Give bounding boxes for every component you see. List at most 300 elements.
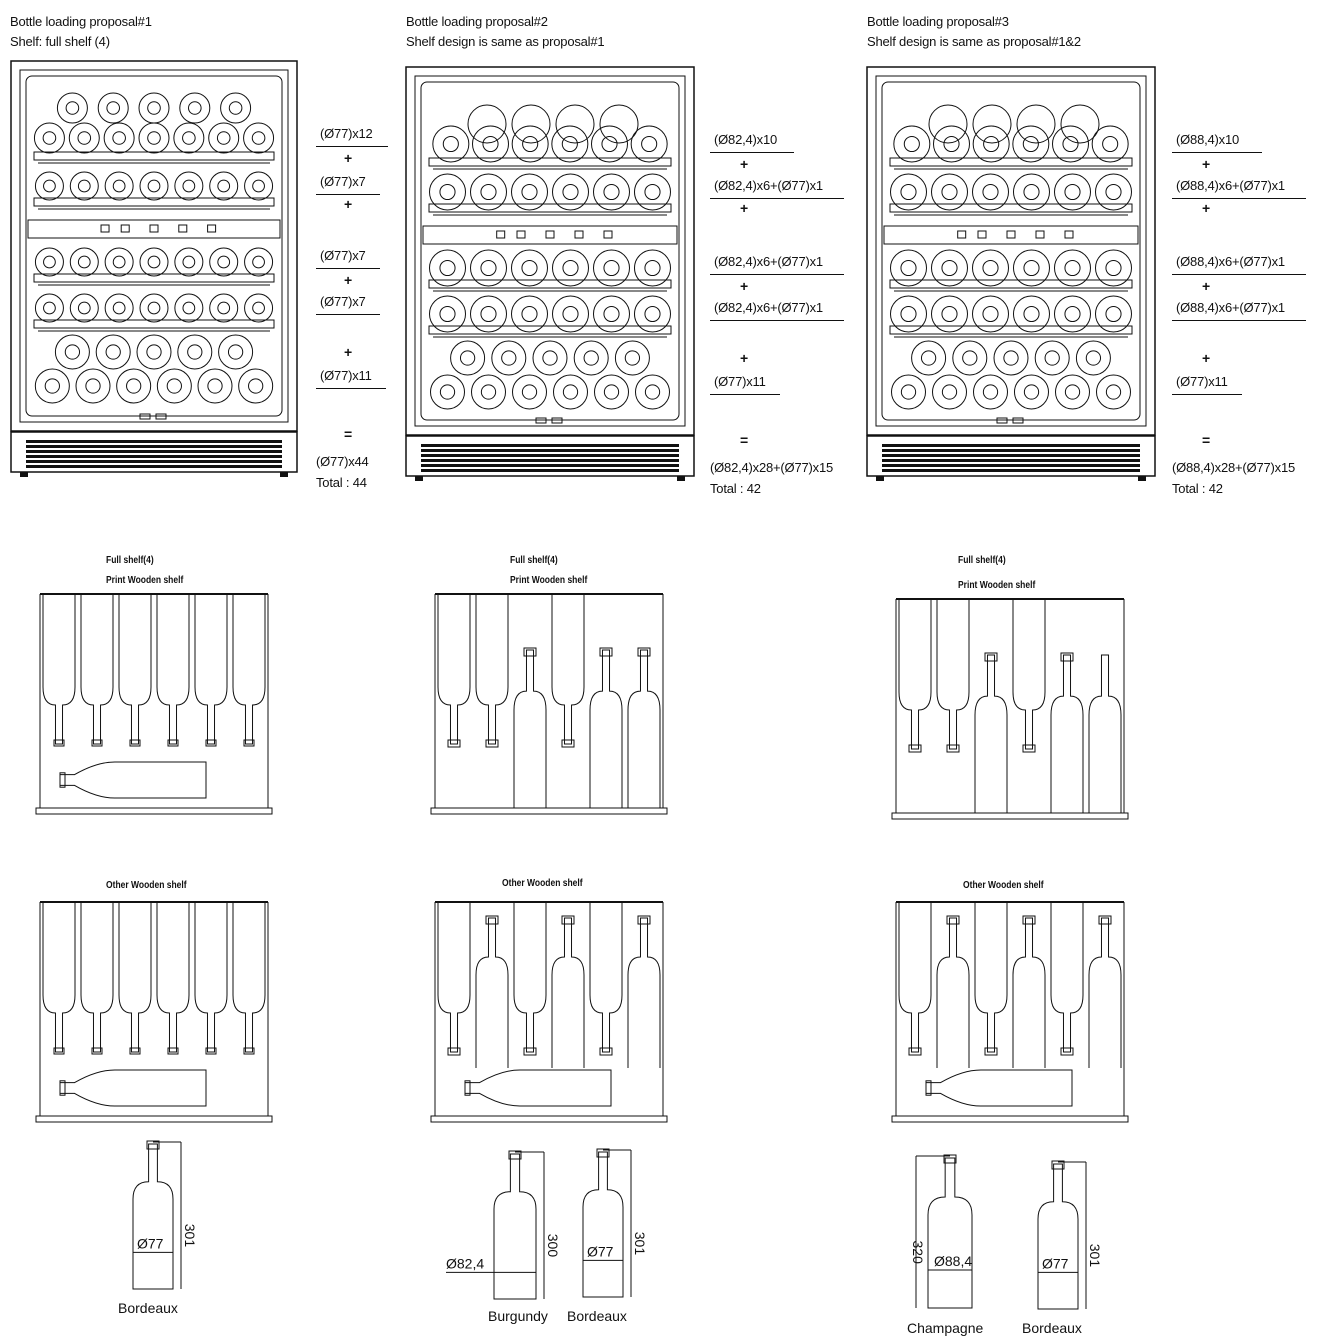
- bottle-neck-circle: [963, 351, 977, 365]
- bottle-end-circle: [210, 248, 238, 276]
- bottle-end-circle: [70, 248, 98, 276]
- bottle-neck-down: [476, 594, 508, 744]
- proposal-2-title: Bottle loading proposal#2: [406, 14, 548, 29]
- bottle-neck-circle: [562, 136, 577, 151]
- bottle-neck-circle: [45, 379, 59, 393]
- bottle-neck-circle: [44, 180, 56, 192]
- plus-sign: +: [344, 344, 353, 360]
- equals-sign: =: [740, 432, 749, 448]
- eq-1-total: Total : 44: [316, 475, 367, 490]
- bottle-neck-circle: [147, 345, 161, 359]
- bottle-neck-circle: [584, 351, 598, 365]
- bottle-end-circle: [430, 250, 466, 286]
- vent-slot: [26, 450, 282, 453]
- bottle-cap: [638, 648, 650, 656]
- bottle-neck-circle: [78, 132, 91, 145]
- bottle-end-circle: [244, 123, 274, 153]
- bottle-neck-circle: [481, 184, 496, 199]
- eq-1-row-2: (Ø77)x7: [320, 174, 366, 189]
- height-dim-label: 301: [632, 1231, 648, 1256]
- vent-slot: [26, 440, 282, 443]
- bottle-neck-down: [81, 594, 113, 744]
- bottle-neck-circle: [440, 385, 454, 399]
- bottle-end-circle: [473, 126, 509, 162]
- bottle-end-circle: [1015, 375, 1049, 409]
- bottle-neck-up: [514, 650, 546, 808]
- bottle-neck-down: [43, 902, 75, 1052]
- foot: [20, 472, 28, 477]
- bottle-end-circle: [175, 172, 203, 200]
- bottle-end-circle: [1096, 296, 1132, 332]
- bottle-neck-down: [195, 594, 227, 744]
- eq-1-row-4: (Ø77)x7: [320, 294, 366, 309]
- bottle-end-circle: [35, 369, 69, 403]
- bottle-outline: [133, 1144, 173, 1289]
- shelf-3-title-b: Print Wooden shelf: [958, 580, 1036, 591]
- bottle-end-circle: [894, 126, 930, 162]
- bottle-end-circle: [140, 248, 168, 276]
- bottle-neck-up: [1089, 918, 1121, 1068]
- bottle-neck-circle: [249, 379, 263, 393]
- bottle-neck-circle: [563, 184, 578, 199]
- bottle-cap: [1061, 653, 1073, 661]
- eq-2-row-5: (Ø77)x11: [714, 374, 766, 389]
- underline: [710, 320, 844, 321]
- shelf-1-other-title: Other Wooden shelf: [106, 880, 187, 891]
- bottle-end-circle: [35, 172, 63, 200]
- proposal-1-title: Bottle loading proposal#1: [10, 14, 152, 29]
- bottle-end-circle: [512, 126, 548, 162]
- proposal-2-header: [406, 12, 604, 52]
- bottle-neck-down: [590, 902, 622, 1052]
- plus-sign: +: [740, 278, 749, 294]
- bottle-neck-circle: [1024, 184, 1039, 199]
- bottle-neck-down: [438, 594, 470, 744]
- proposal-1-header: [10, 12, 152, 52]
- bottle-neck-circle: [189, 102, 202, 115]
- bottle-end-circle: [105, 172, 133, 200]
- bottle-end-circle: [451, 341, 485, 375]
- bottle-neck-circle: [183, 180, 195, 192]
- bottle-neck-circle: [107, 102, 120, 115]
- bottle-neck-circle: [984, 136, 999, 151]
- bottle-end-circle: [512, 105, 550, 143]
- bottle-neck-circle: [944, 136, 959, 151]
- shelf-rail: [890, 158, 1132, 166]
- vent-slot: [421, 469, 679, 472]
- eq-3-row-5: (Ø77)x11: [1176, 374, 1228, 389]
- bottle-neck-circle: [645, 184, 660, 199]
- eq-2-row-1: (Ø82,4)x10: [714, 132, 778, 147]
- foot: [876, 476, 884, 481]
- bottle-neck-up: [476, 918, 508, 1068]
- proposal-3-subtitle: Shelf design is same as proposal#1&2: [867, 34, 1081, 49]
- bottle-neck-circle: [645, 385, 659, 399]
- shelf-base: [36, 808, 272, 814]
- vent-slot: [421, 464, 679, 467]
- bottle-end-circle: [140, 172, 168, 200]
- bottle-neck-circle: [642, 136, 657, 151]
- bottle-name-bordeaux-3: Bordeaux: [1022, 1320, 1082, 1336]
- bottle-end-circle: [219, 335, 253, 369]
- bottle-neck-circle: [148, 132, 161, 145]
- wine-fridge-proposal-1: [10, 60, 298, 480]
- bottle-neck-down: [1013, 599, 1045, 749]
- vent-slot: [882, 459, 1140, 462]
- shelf-rail: [34, 320, 274, 328]
- other-wooden-shelf-2: [431, 898, 667, 1128]
- bottle-neck-up: [590, 650, 622, 808]
- bottle-neck-circle: [78, 180, 90, 192]
- bottle-end-circle: [157, 369, 191, 403]
- underline: [316, 314, 380, 315]
- bottle-neck-up: [628, 650, 660, 808]
- shelf-3-title-a: Full shelf(4): [958, 555, 1006, 566]
- bottle-end-circle: [512, 250, 548, 286]
- bottle-end-circle: [594, 174, 630, 210]
- bottle-end-circle: [1076, 341, 1110, 375]
- print-wooden-shelf-3: [892, 595, 1128, 825]
- height-dim-label: 320: [910, 1240, 926, 1264]
- bottle-end-circle: [35, 248, 63, 276]
- foot: [1138, 476, 1146, 481]
- bottle-neck-circle: [44, 256, 56, 268]
- bottle-neck-down: [899, 599, 931, 749]
- bottle-neck-circle: [183, 302, 195, 314]
- bottle-end-circle: [76, 369, 110, 403]
- diameter-dim-label: Ø77: [137, 1235, 164, 1252]
- other-wooden-shelf-1: [36, 898, 272, 1128]
- bottle-end-circle: [117, 369, 151, 403]
- underline: [1172, 394, 1242, 395]
- control-button-icon: [604, 231, 612, 238]
- bottle-neck-circle: [127, 379, 141, 393]
- bottle-neck-circle: [78, 256, 90, 268]
- bottle-end-circle: [178, 335, 212, 369]
- bottle-end-circle: [98, 93, 128, 123]
- bottle-neck-down: [438, 902, 470, 1052]
- underline: [316, 194, 380, 195]
- shelf-1-title-a: Full shelf(4): [106, 555, 154, 566]
- height-dim-label: 301: [182, 1223, 198, 1248]
- eq-3-row-1: (Ø88,4)x10: [1176, 132, 1240, 147]
- glass-panel: [421, 82, 679, 420]
- underline: [710, 394, 780, 395]
- bottle-end-circle: [594, 250, 630, 286]
- bottle-neck-circle: [218, 302, 230, 314]
- bottle-neck-circle: [563, 306, 578, 321]
- shelf-2-title-a: Full shelf(4): [510, 555, 558, 566]
- bottle-neck-down: [81, 902, 113, 1052]
- bottle-neck-circle: [604, 260, 619, 275]
- bottle-end-circle: [139, 93, 169, 123]
- bottle-end-circle: [891, 296, 927, 332]
- eq-3-sum: (Ø88,4)x28+(Ø77)x15: [1172, 460, 1296, 475]
- shelf-rail: [429, 204, 671, 212]
- bottle-name-bordeaux-2: Bordeaux: [567, 1308, 627, 1324]
- bottle-outline: [494, 1154, 536, 1299]
- shelf-rail: [890, 326, 1132, 334]
- bottle-outline: [928, 1158, 972, 1308]
- bottle-neck-circle: [625, 351, 639, 365]
- glass-panel: [882, 82, 1140, 420]
- bottle-end-circle: [933, 375, 967, 409]
- eq-3-row-4: (Ø88,4)x6+(Ø77)x1: [1176, 300, 1285, 315]
- shelf-base: [431, 1116, 667, 1122]
- shelf-2-title-b: Print Wooden shelf: [510, 575, 588, 586]
- bottle-end-circle: [180, 93, 210, 123]
- control-button-icon: [1065, 231, 1073, 238]
- bottle-cap: [638, 916, 650, 924]
- bottle-neck-circle: [113, 256, 125, 268]
- bottle-end-circle: [635, 250, 671, 286]
- bottle-end-circle: [912, 341, 946, 375]
- bottle-neck-circle: [253, 180, 265, 192]
- shelf-base: [892, 813, 1128, 819]
- bottle-neck-down: [514, 902, 546, 1052]
- proposal-3-title: Bottle loading proposal#3: [867, 14, 1009, 29]
- bottle-neck-circle: [1065, 306, 1080, 321]
- bottle-end-circle: [245, 172, 273, 200]
- vent-slot: [421, 449, 679, 452]
- diameter-dim-label: Ø77: [587, 1243, 614, 1260]
- bottle-end-circle: [239, 369, 273, 403]
- bottle-neck-circle: [604, 306, 619, 321]
- bottle-neck-circle: [523, 136, 538, 151]
- bottle-end-circle: [430, 174, 466, 210]
- vent-slot: [421, 444, 679, 447]
- bottle-end-circle: [175, 294, 203, 322]
- bottle-end-circle: [1035, 341, 1069, 375]
- bottle-end-circle: [1014, 174, 1050, 210]
- underline: [710, 198, 844, 199]
- bottle-neck-circle: [65, 345, 79, 359]
- bottle-neck-circle: [78, 302, 90, 314]
- bottle-end-circle: [512, 296, 548, 332]
- control-panel: [423, 226, 677, 244]
- eq-3-total: Total : 42: [1172, 481, 1223, 496]
- bottle-neck-circle: [252, 132, 265, 145]
- bottle-end-circle: [932, 174, 968, 210]
- bottle-end-circle: [635, 296, 671, 332]
- shelf-base: [36, 1116, 272, 1122]
- control-panel: [28, 220, 280, 238]
- bottle-neck-circle: [563, 385, 577, 399]
- bottle-neck-circle: [901, 306, 916, 321]
- control-button-icon: [497, 231, 505, 238]
- bottle-neck-circle: [1086, 351, 1100, 365]
- bottle-neck-circle: [66, 102, 79, 115]
- bottle-neck-circle: [208, 379, 222, 393]
- bottle-end-circle: [96, 335, 130, 369]
- bottle-end-circle: [34, 123, 64, 153]
- bottle-neck-circle: [522, 385, 536, 399]
- bottle-neck-up: [552, 918, 584, 1068]
- bottle-cap: [486, 916, 498, 924]
- control-button-icon: [101, 225, 109, 232]
- bottle-end-circle: [595, 375, 629, 409]
- bottle-neck-circle: [942, 184, 957, 199]
- bottle-neck-circle: [1023, 136, 1038, 151]
- bottle-neck-circle: [148, 180, 160, 192]
- bottle-neck-circle: [43, 132, 56, 145]
- bottle-cap: [562, 916, 574, 924]
- bottle-end-circle: [140, 294, 168, 322]
- bottle-neck-circle: [148, 102, 161, 115]
- equals-sign: =: [344, 426, 353, 442]
- bottle-neck-up: [975, 655, 1007, 813]
- bottle-end-circle: [891, 250, 927, 286]
- bottle-end-circle: [973, 174, 1009, 210]
- bottle-neck-circle: [563, 260, 578, 275]
- bottle-neck-up: [1013, 918, 1045, 1068]
- bottle-end-circle: [513, 375, 547, 409]
- bottle-neck-circle: [901, 385, 915, 399]
- bottle-drawing-burgundy: [436, 1148, 566, 1308]
- eq-2-total: Total : 42: [710, 481, 761, 496]
- bottle-neck-circle: [543, 351, 557, 365]
- bottle-cap: [947, 916, 959, 924]
- bottle-neck-down: [195, 902, 227, 1052]
- control-button-icon: [575, 231, 583, 238]
- control-button-icon: [179, 225, 187, 232]
- bottle-neck-circle: [983, 260, 998, 275]
- bottle-end-circle: [553, 250, 589, 286]
- vent-slot: [421, 459, 679, 462]
- bottle-end-circle: [636, 375, 670, 409]
- other-wooden-shelf-3: [892, 898, 1128, 1128]
- eq-3-row-2: (Ø88,4)x6+(Ø77)x1: [1176, 178, 1285, 193]
- bottle-end-circle: [574, 341, 608, 375]
- bottle-end-circle: [174, 123, 204, 153]
- bottle-end-circle: [472, 375, 506, 409]
- bottle-end-circle: [471, 174, 507, 210]
- bottle-end-circle: [934, 126, 970, 162]
- plus-sign: +: [1202, 156, 1211, 172]
- bottle-neck-circle: [604, 385, 618, 399]
- bottle-neck-circle: [253, 256, 265, 268]
- bottle-neck-circle: [183, 132, 196, 145]
- bottle-end-circle: [471, 250, 507, 286]
- bottle-neck-circle: [1063, 136, 1078, 151]
- bottle-neck-circle: [645, 306, 660, 321]
- bottle-neck-up: [1089, 655, 1121, 813]
- bottle-end-circle: [1061, 105, 1099, 143]
- bottle-end-circle: [932, 296, 968, 332]
- bottle-neck-down: [1051, 902, 1083, 1052]
- bottle-neck-circle: [901, 260, 916, 275]
- vent-slot: [882, 454, 1140, 457]
- bottle-end-circle: [533, 341, 567, 375]
- bottle-neck-circle: [440, 306, 455, 321]
- bottle-neck-circle: [106, 345, 120, 359]
- bottle-end-circle: [892, 375, 926, 409]
- foot: [415, 476, 423, 481]
- bottle-end-circle: [554, 375, 588, 409]
- vent-slot: [26, 460, 282, 463]
- bottle-neck-circle: [522, 260, 537, 275]
- bottle-cap: [1099, 916, 1111, 924]
- bottle-end-circle: [973, 126, 1009, 162]
- height-dim-label: 300: [545, 1233, 561, 1258]
- bottle-end-circle: [430, 296, 466, 332]
- vent-slot: [421, 454, 679, 457]
- bottle-neck-down: [975, 902, 1007, 1052]
- bottle-end-circle: [932, 250, 968, 286]
- proposal-1-subtitle: Shelf: full shelf (4): [10, 34, 110, 49]
- bottle-end-circle: [245, 248, 273, 276]
- bottle-neck-circle: [1065, 184, 1080, 199]
- bottle-neck-up: [1051, 655, 1083, 813]
- bottle-neck-circle: [1065, 260, 1080, 275]
- bottle-end-circle: [70, 172, 98, 200]
- bottle-neck-circle: [645, 260, 660, 275]
- bottle-neck-circle: [443, 136, 458, 151]
- eq-2-row-2: (Ø82,4)x6+(Ø77)x1: [714, 178, 823, 193]
- bottle-neck-circle: [218, 180, 230, 192]
- lying-bottle: [465, 1070, 611, 1106]
- bottle-neck-down: [119, 902, 151, 1052]
- bottle-name-burgundy: Burgundy: [488, 1308, 548, 1324]
- bottle-neck-up: [937, 918, 969, 1068]
- vent-slot: [882, 444, 1140, 447]
- bottle-end-circle: [175, 248, 203, 276]
- print-wooden-shelf-2: [431, 590, 667, 820]
- bottle-end-circle: [1096, 174, 1132, 210]
- bottle-cap: [1023, 916, 1035, 924]
- equals-sign: =: [1202, 432, 1211, 448]
- bottle-neck-circle: [942, 260, 957, 275]
- bottle-end-circle: [891, 174, 927, 210]
- cabinet-frame: [11, 61, 297, 431]
- eq-1-row-5: (Ø77)x11: [320, 368, 372, 383]
- door-frame: [415, 76, 685, 426]
- bottle-neck-down: [233, 594, 265, 744]
- foot: [677, 476, 685, 481]
- vent-slot: [882, 469, 1140, 472]
- bottle-neck-circle: [253, 302, 265, 314]
- underline: [710, 152, 794, 153]
- shelf-1-title-b: Print Wooden shelf: [106, 575, 184, 586]
- eq-3-row-3: (Ø88,4)x6+(Ø77)x1: [1176, 254, 1285, 269]
- bottle-end-circle: [953, 341, 987, 375]
- bottle-neck-down: [157, 594, 189, 744]
- bottle-neck-circle: [983, 385, 997, 399]
- bottle-end-circle: [615, 341, 649, 375]
- plus-sign: +: [1202, 350, 1211, 366]
- wine-fridge-proposal-2: [405, 66, 695, 484]
- underline: [1172, 152, 1262, 153]
- bottle-neck-down: [233, 902, 265, 1052]
- bottle-neck-circle: [440, 184, 455, 199]
- control-button-icon: [208, 225, 216, 232]
- vent-slot: [26, 455, 282, 458]
- bottle-neck-circle: [522, 184, 537, 199]
- shelf-rail: [429, 280, 671, 288]
- bottle-neck-up: [628, 918, 660, 1068]
- bottle-end-circle: [553, 174, 589, 210]
- diameter-dim-label: Ø88,4: [934, 1253, 973, 1269]
- bottle-end-circle: [1014, 296, 1050, 332]
- bottle-end-circle: [1096, 250, 1132, 286]
- bottle-end-circle: [973, 105, 1011, 143]
- bottle-end-circle: [55, 335, 89, 369]
- foot: [280, 472, 288, 477]
- shelf-2-other-title: Other Wooden shelf: [502, 878, 583, 889]
- plus-sign: +: [740, 200, 749, 216]
- control-button-icon: [958, 231, 966, 238]
- bottle-neck-circle: [1106, 184, 1121, 199]
